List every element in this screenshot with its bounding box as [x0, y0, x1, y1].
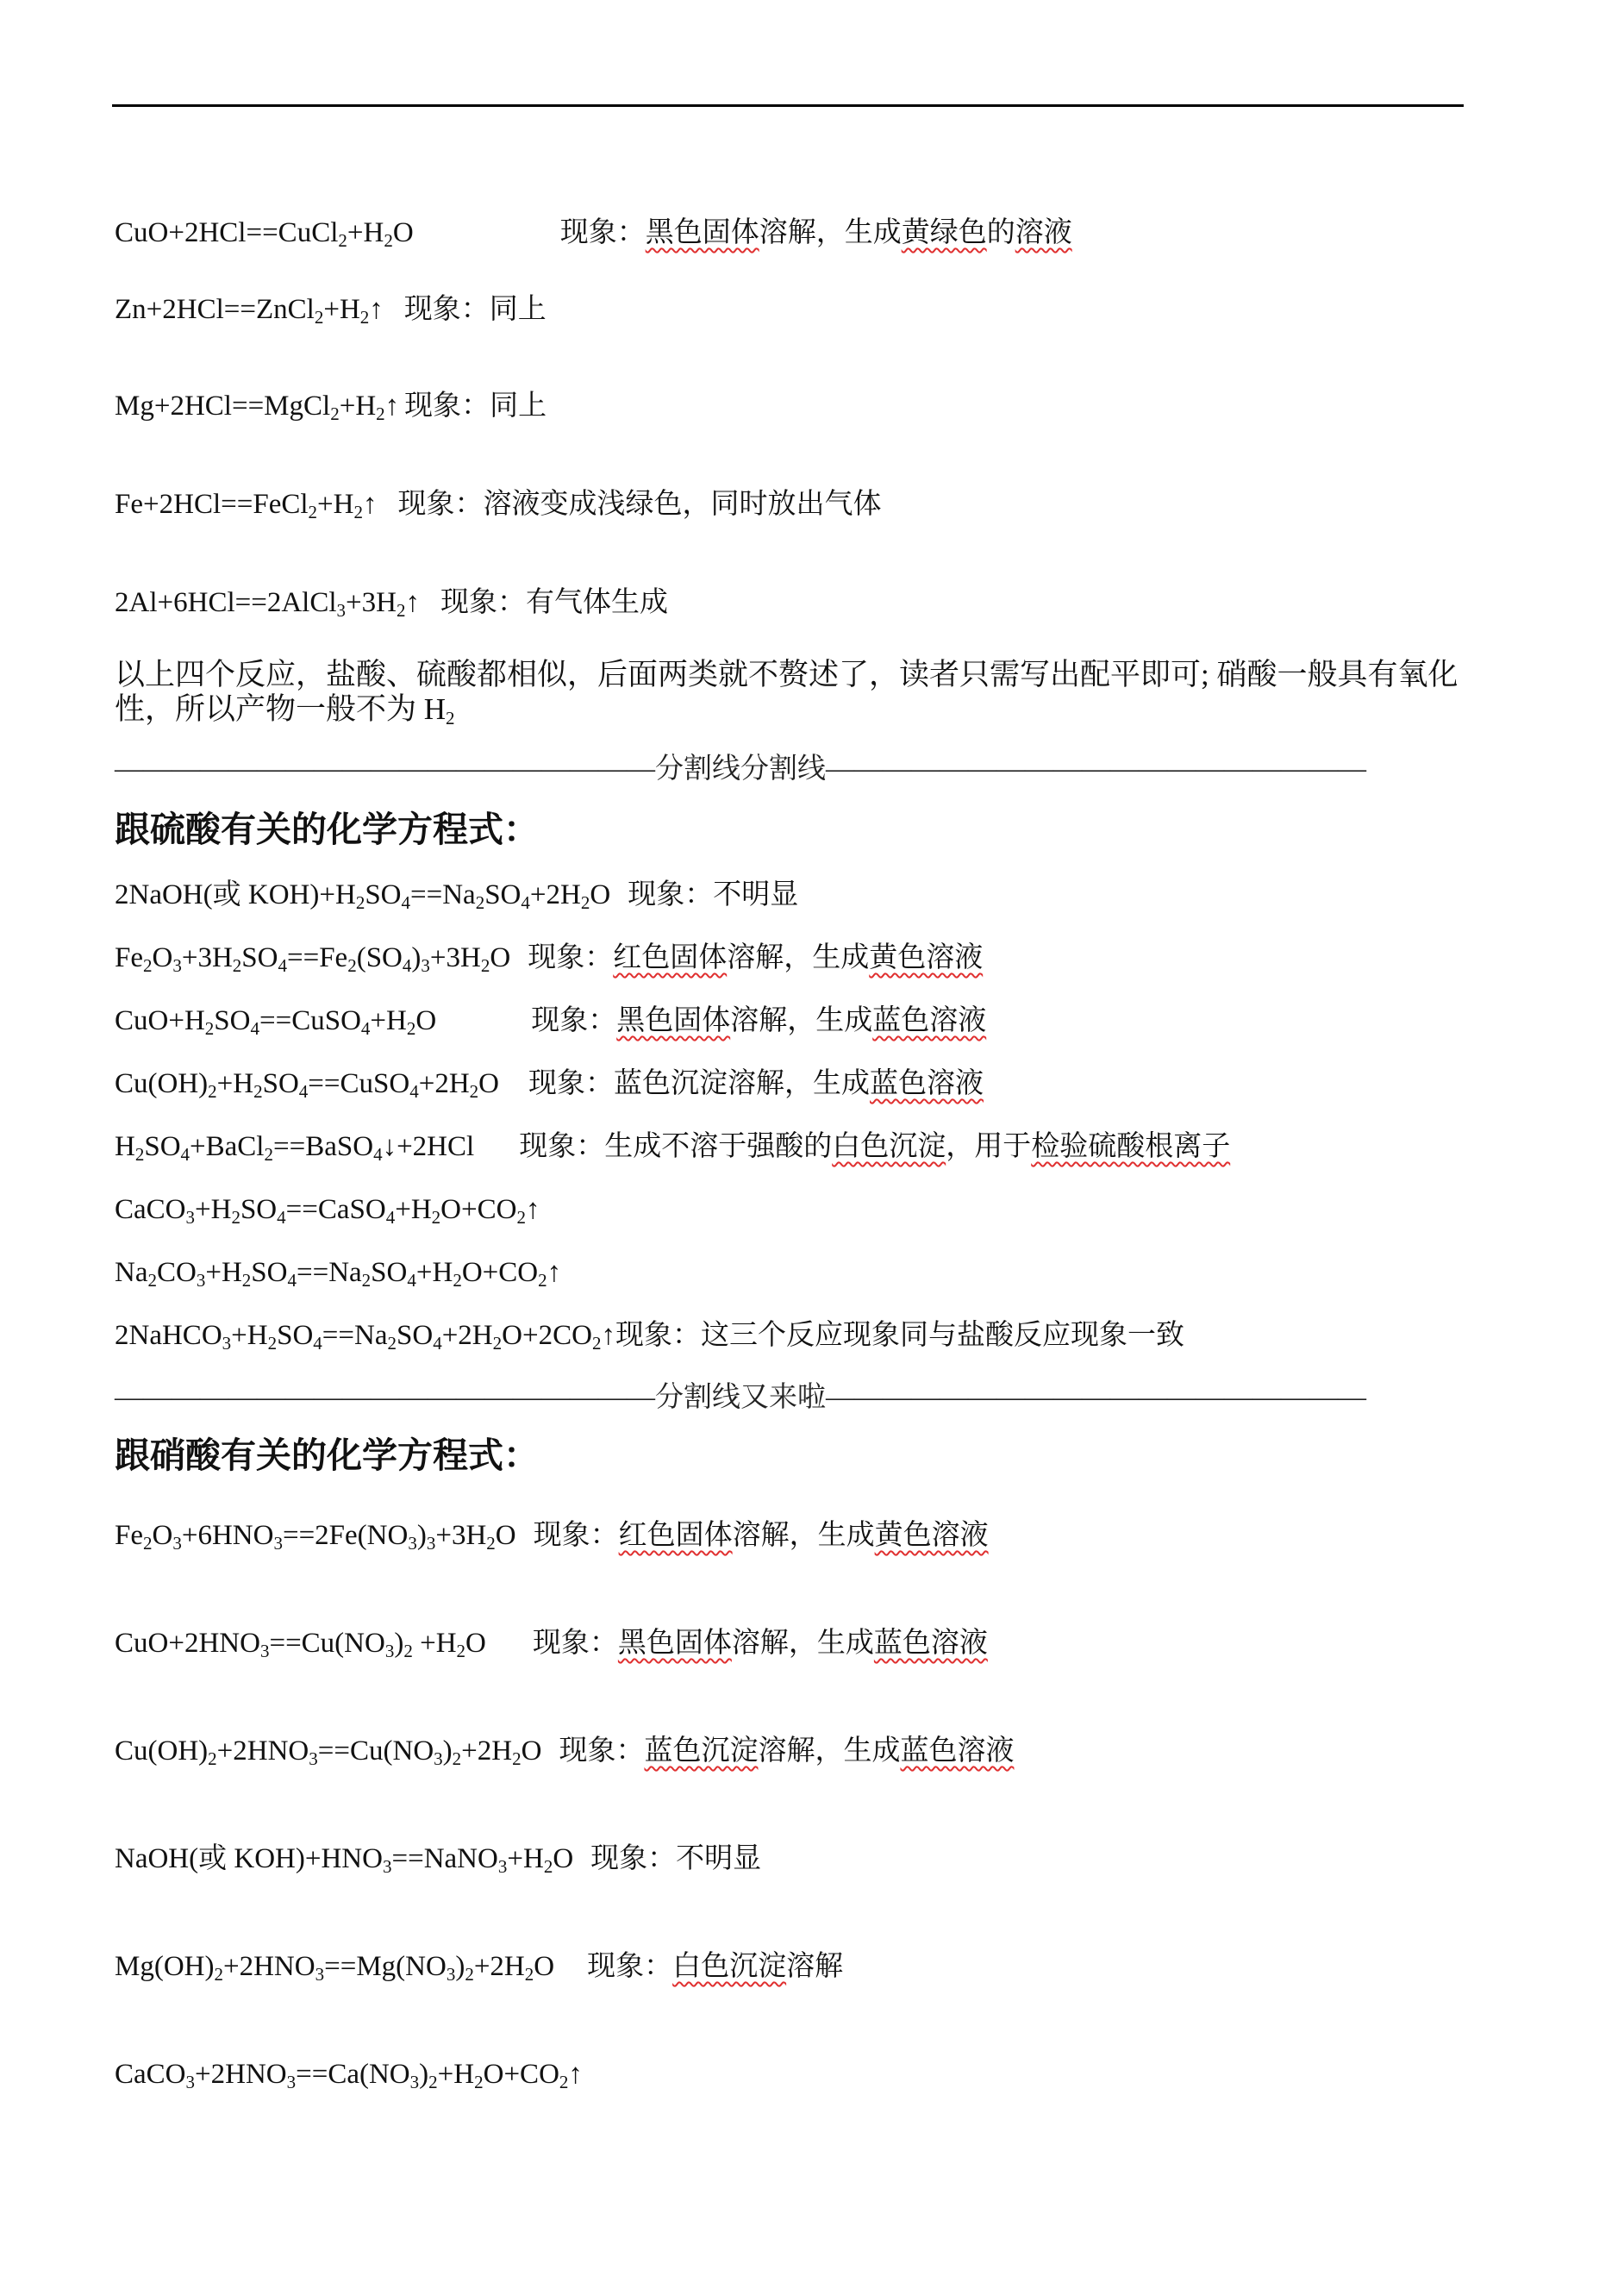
- observation-text: 现象：这三个反应现象同与盐酸反应现象一致: [615, 1320, 1184, 1351]
- equation-text: $CuO+2HNO_3==Cu(NO_3)_2 +H_2O$: [115, 1628, 486, 1661]
- equation-text: NaOH(或 $KOH)+HNO_3==NaNO_3+H_2O$: [115, 1843, 574, 1877]
- equation-cuo-hno3: [115, 1626, 1503, 1660]
- equation-text: $H_2SO_4+BaCl_2==BaSO_4↓+2HCl$: [115, 1131, 475, 1165]
- equation-text: $Zn+2HCl==ZnCl_2+H_2↑$: [115, 294, 384, 328]
- observation-text: 现象：黑色固体溶解，生成蓝色溶液: [531, 1005, 987, 1036]
- observation-text: 现象：不明显: [628, 879, 799, 910]
- equation-na2co3-h2so4: [115, 1255, 1503, 1290]
- observation-text: 现象：蓝色沉淀溶解，生成蓝色溶液: [559, 1735, 1015, 1767]
- equation-cuo-h2so4: [115, 1004, 1503, 1038]
- equation-text: $CuO+H_2SO_4==CuSO_4+H_2O$: [115, 1005, 437, 1039]
- observation-text: 现象：不明显: [590, 1843, 762, 1874]
- equation-fe-hcl: [115, 487, 1503, 522]
- section-heading-sulfuric-acid: 跟硫酸有关的化学方程式：: [115, 809, 539, 850]
- equation-fe2o3-hno3: [115, 1518, 1503, 1553]
- equation-text: $Fe_2O_3+6HNO_3==2Fe(NO_3)_3+3H_2O$: [115, 1520, 516, 1554]
- observation-text: 现象：黑色固体溶解，生成蓝色溶液: [532, 1628, 988, 1659]
- observation-text: 现象：红色固体溶解，生成黄色溶液: [528, 942, 984, 973]
- equation-naoh-hno3: [115, 1842, 1503, 1876]
- equation-text: $CuO+2HCl==CuCl_2+H_2O$: [115, 217, 414, 251]
- equation-text: 2NaOH(或 $KOH)+H_2SO_4==Na_2SO_4+2H_2O$: [115, 879, 611, 913]
- observation-text: 现象：生成不溶于强酸的白色沉淀，用于检验硫酸根离子: [519, 1131, 1231, 1162]
- section-divider: ———————————————————分割线又来啦———————————————————: [115, 1382, 1366, 1413]
- observation-text: 现象：溶液变成浅绿色，同时放出气体: [397, 489, 882, 520]
- equation-text: $CaCO_3+H_2SO_4==CaSO_4+H_2O+CO_2↑$: [115, 1194, 540, 1228]
- equation-caco3-h2so4: [115, 1192, 1503, 1227]
- equation-text: $Cu(OH)_2+H_2SO_4==CuSO_4+2H_2O$: [115, 1068, 500, 1102]
- equation-mg-hcl: [115, 389, 1503, 423]
- equation-text: $Na_2CO_3+H_2SO_4==Na_2SO_4+H_2O+CO_2↑$: [115, 1257, 562, 1291]
- equation-mgoh2-hno3: [115, 1949, 1503, 1984]
- observation-text: 现象：红色固体溶解，生成黄色溶液: [533, 1520, 989, 1551]
- equation-zn-hcl: [115, 292, 1503, 327]
- note-paragraph: 以上四个反应，盐酸、硫酸都相似，后面两类就不赘述了，读者只需写出配平即可; 硝酸一般具有氧化性，所以产物一般不为 $H_2$: [115, 658, 1458, 729]
- equation-text: $Cu(OH)_2+2HNO_3==Cu(NO_3)_2+2H_2O$: [115, 1735, 542, 1769]
- equation-h2so4-bacl2: [115, 1129, 1503, 1164]
- equation-text: $Mg(OH)_2+2HNO_3==Mg(NO_3)_2+2H_2O$: [115, 1951, 555, 1985]
- equation-cuo-hcl: [115, 216, 1503, 250]
- equation-cuoh2-h2so4: [115, 1066, 1503, 1101]
- equation-al-hcl: [115, 585, 1503, 620]
- observation-text: 现象：黑色固体溶解，生成黄绿色的溶液: [559, 217, 1072, 248]
- observation-text: 现象：蓝色沉淀溶解，生成蓝色溶液: [528, 1068, 984, 1099]
- observation-text: 现象：有气体生成: [440, 587, 668, 618]
- equation-text: $2Al+6HCl==2AlCl_3+3H_2↑$: [115, 587, 420, 621]
- equation-fe2o3-h2so4: [115, 941, 1503, 975]
- header-rule: [112, 104, 1464, 107]
- observation-text: 现象：同上: [404, 391, 547, 422]
- section-heading-nitric-acid: 跟硝酸有关的化学方程式：: [115, 1435, 539, 1476]
- equation-text: $Fe+2HCl==FeCl_2+H_2↑$: [115, 489, 378, 522]
- equation-naoh-h2so4: [115, 878, 1503, 912]
- equation-text: $CaCO_3+2HNO_3==Ca(NO_3)_2+H_2O+CO_2↑$: [115, 2059, 583, 2092]
- equation-text: $Fe_2O_3+3H_2SO_4==Fe_2(SO_4)_3+3H_2O$: [115, 942, 511, 976]
- section-divider: ———————————————————分割线分割线———————————————————: [115, 754, 1366, 785]
- equation-caco3-hno3: [115, 2057, 1503, 2092]
- equation-text: $Mg+2HCl==MgCl_2+H_2↑$: [115, 391, 400, 424]
- observation-text: 现象：同上: [403, 294, 547, 325]
- observation-text: 现象：白色沉淀溶解: [587, 1951, 844, 1982]
- equation-cuoh2-hno3: [115, 1734, 1503, 1768]
- equation-text: $2NaHCO_3+H_2SO_4==Na_2SO_4+2H_2O+2CO_2↑$: [115, 1320, 615, 1354]
- equation-nahco3-h2so4: [115, 1318, 1503, 1353]
